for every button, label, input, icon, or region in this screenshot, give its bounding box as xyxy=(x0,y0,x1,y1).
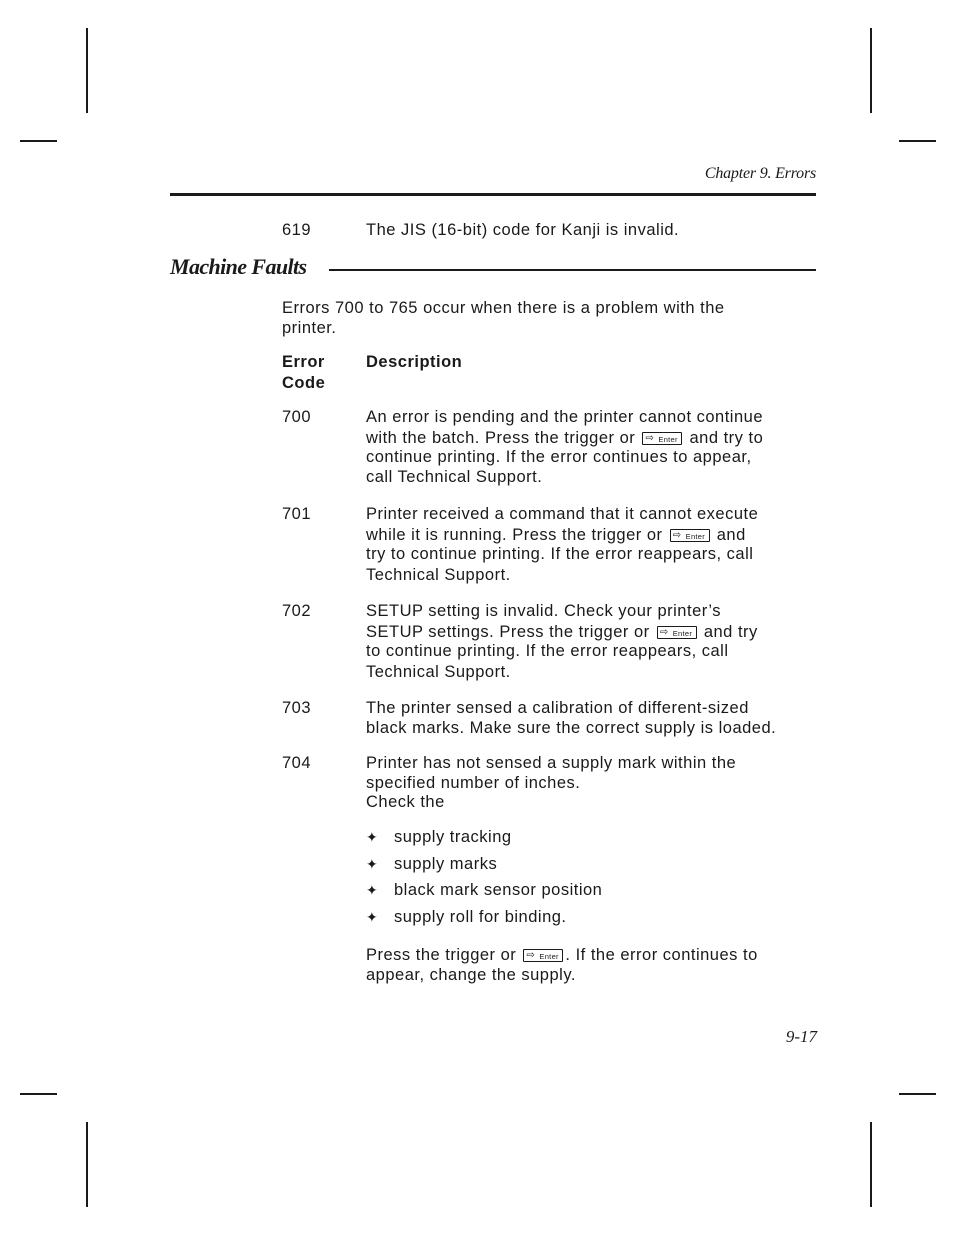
enter-arrow-icon: ⇨ xyxy=(645,432,655,444)
crop-mark xyxy=(20,140,57,142)
error-code-704: 704 xyxy=(282,754,312,772)
error-code-700: 700 xyxy=(282,408,312,426)
crop-mark xyxy=(86,28,88,113)
error-code-702: 702 xyxy=(282,602,312,620)
error-description-702 xyxy=(366,602,818,682)
description-text: Press the trigger or xyxy=(366,946,517,964)
intro-paragraph xyxy=(282,299,822,338)
header-rule xyxy=(170,193,816,196)
error-description-703 xyxy=(366,699,818,738)
error-code-619: 619 xyxy=(282,221,312,239)
enter-arrow-icon: ⇨ xyxy=(672,529,682,541)
diamond-bullet-icon: ✦ xyxy=(366,909,379,925)
diamond-bullet-icon: ✦ xyxy=(366,882,379,898)
description-text: and try xyxy=(703,622,758,641)
description-line: SETUP setting is invalid. Check your printer’s xyxy=(366,602,721,620)
enter-key-icon xyxy=(670,529,710,542)
error-704-followup xyxy=(366,946,818,985)
enter-key-icon xyxy=(642,432,682,445)
crop-mark xyxy=(870,1122,872,1207)
description-line xyxy=(366,526,818,546)
column-header-line: Code xyxy=(282,373,326,392)
description-line: try to continue printing. If the error reappears, call xyxy=(366,545,754,563)
diamond-bullet-icon: ✦ xyxy=(366,829,379,845)
key-label: Enter xyxy=(672,628,693,638)
bullet-text: supply roll for binding. xyxy=(394,908,567,926)
diamond-bullet-icon: ✦ xyxy=(366,856,379,872)
description-line: Technical Support. xyxy=(366,662,511,681)
description-line: The printer sensed a calibration of different-sized xyxy=(366,699,749,717)
description-line: to continue printing. If the error reappears, call xyxy=(366,642,729,660)
bullet-text: supply tracking xyxy=(394,828,512,846)
description-line: black marks. Make sure the correct supply is loaded. xyxy=(366,718,777,737)
description-line: Printer received a command that it cannot execute xyxy=(366,505,759,523)
key-label: Enter xyxy=(658,434,678,444)
description-line: appear, change the supply. xyxy=(366,965,576,984)
column-header-description: Description xyxy=(366,353,463,371)
description-line xyxy=(366,429,818,449)
key-label: Enter xyxy=(685,531,706,541)
error-description-700 xyxy=(366,408,818,487)
description-text: while it is running. Press the trigger or xyxy=(366,525,663,544)
description-line: An error is pending and the printer cannot continue xyxy=(366,408,763,426)
error-description-619: The JIS (16-bit) code for Kanji is invalid. xyxy=(366,221,680,239)
error-code-703: 703 xyxy=(282,699,312,717)
description-text: with the batch. Press the trigger or xyxy=(366,428,636,447)
description-line: Printer has not sensed a supply mark within the xyxy=(366,754,737,772)
enter-key-icon xyxy=(523,949,563,962)
enter-arrow-icon: ⇨ xyxy=(659,626,669,638)
chapter-header: Chapter 9. Errors xyxy=(704,165,816,182)
bullet-text: black mark sensor position xyxy=(394,881,603,899)
description-line: Technical Support. xyxy=(366,565,511,584)
crop-mark xyxy=(20,1093,57,1095)
column-header-line: Error xyxy=(282,353,325,371)
description-line: Check the xyxy=(366,793,445,811)
section-rule xyxy=(329,269,816,271)
description-line xyxy=(366,946,818,966)
crop-mark xyxy=(86,1122,88,1207)
error-code-701: 701 xyxy=(282,505,312,523)
description-text: . If the error continues to xyxy=(565,946,758,964)
intro-line: printer. xyxy=(282,318,337,337)
description-text: and xyxy=(716,525,746,544)
column-header-code xyxy=(282,353,325,393)
bullet-text: supply marks xyxy=(394,855,498,873)
error-description-704 xyxy=(366,754,818,813)
crop-mark xyxy=(899,1093,936,1095)
enter-key-icon xyxy=(657,626,697,639)
crop-mark xyxy=(870,28,872,113)
error-description-701 xyxy=(366,505,818,585)
key-label: Enter xyxy=(539,952,559,961)
description-line: specified number of inches. xyxy=(366,773,581,792)
page-number: 9-17 xyxy=(785,1027,817,1046)
description-text: and try to xyxy=(689,428,764,447)
enter-arrow-icon: ⇨ xyxy=(526,950,536,961)
description-line xyxy=(366,623,818,643)
crop-mark xyxy=(899,140,936,142)
description-line: continue printing. If the error continues to appear, xyxy=(366,448,752,466)
intro-line: Errors 700 to 765 occur when there is a problem with the xyxy=(282,299,725,317)
description-text: SETUP settings. Press the trigger or xyxy=(366,622,650,641)
description-line: call Technical Support. xyxy=(366,467,543,486)
section-title: Machine Faults xyxy=(170,254,307,279)
